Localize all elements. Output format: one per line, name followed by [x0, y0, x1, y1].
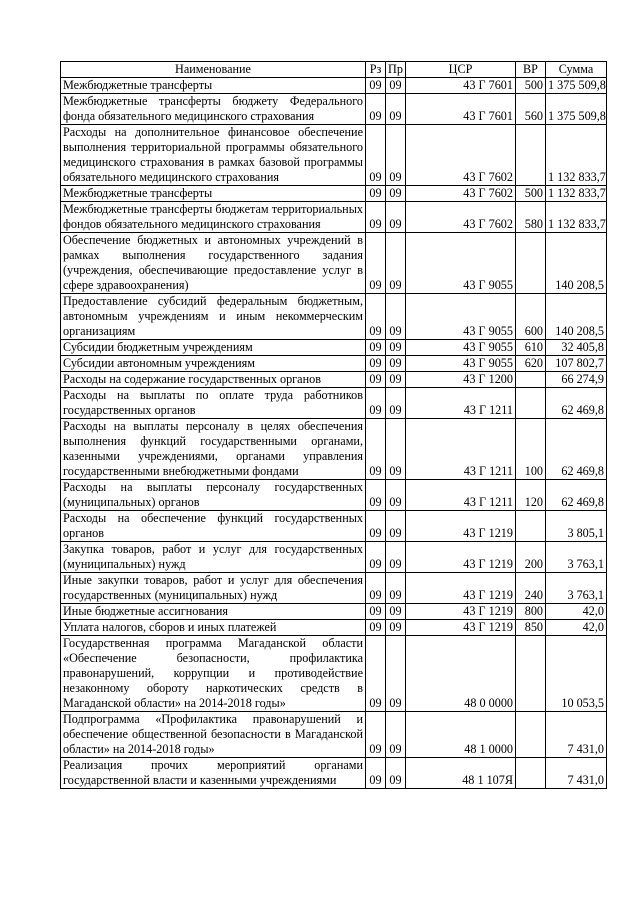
row-csr: 43 Г 9055 — [406, 233, 516, 294]
row-rz: 09 — [366, 340, 386, 356]
row-name: Расходы на содержание государственных органов — [61, 372, 366, 388]
row-pr: 09 — [386, 202, 406, 233]
row-vr: 610 — [516, 340, 546, 356]
row-pr: 09 — [386, 604, 406, 620]
table-row — [61, 356, 607, 372]
row-vr — [516, 758, 546, 789]
row-rz: 09 — [366, 712, 386, 758]
table-row — [61, 712, 607, 758]
row-vr — [516, 372, 546, 388]
row-name: Расходы на выплаты персоналу в целях обеспечения выполнения функций государственными органами, казенными учреждениями, органами управления государственными внебюджетными фондами — [61, 419, 366, 480]
table-row — [61, 186, 607, 202]
row-rz: 09 — [366, 94, 386, 125]
row-vr: 850 — [516, 620, 546, 636]
row-csr: 48 0 0000 — [406, 636, 516, 712]
row-vr — [516, 388, 546, 419]
table-row — [61, 94, 607, 125]
row-name: Субсидии автономным учреждениям — [61, 356, 366, 372]
row-vr: 240 — [516, 573, 546, 604]
row-csr: 43 Г 1219 — [406, 573, 516, 604]
table-row — [61, 294, 607, 340]
row-name: Предоставление субсидий федеральным бюджетным, автономным учреждениям и иным некоммерческим организациям — [61, 294, 366, 340]
row-sum: 7 431,0 — [546, 712, 607, 758]
row-csr: 48 1 0000 — [406, 712, 516, 758]
row-vr — [516, 125, 546, 186]
row-sum: 10 053,5 — [546, 636, 607, 712]
row-rz: 09 — [366, 202, 386, 233]
row-rz: 09 — [366, 758, 386, 789]
row-sum: 3 805,1 — [546, 511, 607, 542]
budget-table — [60, 61, 607, 789]
row-name: Межбюджетные трансферты — [61, 186, 366, 202]
row-sum: 7 431,0 — [546, 758, 607, 789]
row-rz: 09 — [366, 480, 386, 511]
row-csr: 43 Г 1211 — [406, 480, 516, 511]
row-csr: 43 Г 7602 — [406, 202, 516, 233]
row-sum: 42,0 — [546, 620, 607, 636]
row-name: Реализация прочих мероприятий органами государственной власти и казенными учреждениями — [61, 758, 366, 789]
row-csr: 43 Г 9055 — [406, 356, 516, 372]
row-pr: 09 — [386, 758, 406, 789]
row-csr: 43 Г 9055 — [406, 294, 516, 340]
row-vr: 560 — [516, 94, 546, 125]
row-sum: 140 208,5 — [546, 294, 607, 340]
row-vr — [516, 511, 546, 542]
row-sum: 62 469,8 — [546, 388, 607, 419]
row-name: Расходы на выплаты персоналу государственных (муниципальных) органов — [61, 480, 366, 511]
row-pr: 09 — [386, 480, 406, 511]
row-csr: 43 Г 1211 — [406, 388, 516, 419]
table-row — [61, 340, 607, 356]
table-row — [61, 372, 607, 388]
row-csr: 43 Г 1200 — [406, 372, 516, 388]
row-sum: 3 763,1 — [546, 542, 607, 573]
row-sum: 42,0 — [546, 604, 607, 620]
header-name: Наименование — [61, 62, 366, 78]
row-rz: 09 — [366, 78, 386, 94]
header-pr: Пр — [386, 62, 406, 78]
row-pr: 09 — [386, 636, 406, 712]
row-sum: 140 208,5 — [546, 233, 607, 294]
table-row — [61, 419, 607, 480]
row-csr: 43 Г 1219 — [406, 620, 516, 636]
table-row — [61, 620, 607, 636]
row-rz: 09 — [366, 604, 386, 620]
table-row — [61, 758, 607, 789]
row-pr: 09 — [386, 94, 406, 125]
row-vr: 620 — [516, 356, 546, 372]
row-pr: 09 — [386, 511, 406, 542]
row-csr: 43 Г 1211 — [406, 419, 516, 480]
row-name: Расходы на выплаты по оплате труда работников государственных органов — [61, 388, 366, 419]
table-row — [61, 78, 607, 94]
row-sum: 32 405,8 — [546, 340, 607, 356]
row-name: Межбюджетные трансферты — [61, 78, 366, 94]
row-name: Обеспечение бюджетных и автономных учреждений в рамках выполнения государственного задания (учреждения, обеспечивающие предоставление услуг в сфере здравоохранения) — [61, 233, 366, 294]
row-sum: 107 802,7 — [546, 356, 607, 372]
table-row — [61, 125, 607, 186]
row-sum: 1 375 509,8 — [546, 78, 607, 94]
row-sum: 1 132 833,7 — [546, 186, 607, 202]
table-row — [61, 202, 607, 233]
row-rz: 09 — [366, 125, 386, 186]
row-pr: 09 — [386, 372, 406, 388]
header-rz: Рз — [366, 62, 386, 78]
row-pr: 09 — [386, 388, 406, 419]
table-row — [61, 604, 607, 620]
table-row — [61, 388, 607, 419]
row-csr: 43 Г 1219 — [406, 604, 516, 620]
row-vr — [516, 636, 546, 712]
row-vr: 500 — [516, 186, 546, 202]
row-sum: 1 375 509,8 — [546, 94, 607, 125]
row-pr: 09 — [386, 125, 406, 186]
row-rz: 09 — [366, 620, 386, 636]
row-pr: 09 — [386, 542, 406, 573]
row-pr: 09 — [386, 620, 406, 636]
row-pr: 09 — [386, 233, 406, 294]
table-row — [61, 573, 607, 604]
row-pr: 09 — [386, 340, 406, 356]
row-name: Межбюджетные трансферты бюджету Федерального фонда обязательного медицинского страхования — [61, 94, 366, 125]
header-csr: ЦСР — [406, 62, 516, 78]
row-csr: 43 Г 7602 — [406, 186, 516, 202]
row-sum: 3 763,1 — [546, 573, 607, 604]
row-csr: 43 Г 7601 — [406, 78, 516, 94]
row-csr: 43 Г 1219 — [406, 511, 516, 542]
row-name: Иные закупки товаров, работ и услуг для обеспечения государственных (муниципальных) нужд — [61, 573, 366, 604]
row-vr: 580 — [516, 202, 546, 233]
row-pr: 09 — [386, 356, 406, 372]
row-pr: 09 — [386, 419, 406, 480]
table-row — [61, 511, 607, 542]
row-rz: 09 — [366, 186, 386, 202]
row-name: Уплата налогов, сборов и иных платежей — [61, 620, 366, 636]
row-rz: 09 — [366, 372, 386, 388]
header-sum: Сумма — [546, 62, 607, 78]
row-csr: 43 Г 1219 — [406, 542, 516, 573]
row-vr: 600 — [516, 294, 546, 340]
budget-page — [60, 61, 607, 789]
table-row — [61, 542, 607, 573]
table-row — [61, 480, 607, 511]
row-sum: 1 132 833,7 — [546, 202, 607, 233]
table-row — [61, 636, 607, 712]
row-rz: 09 — [366, 573, 386, 604]
row-pr: 09 — [386, 294, 406, 340]
row-rz: 09 — [366, 388, 386, 419]
row-rz: 09 — [366, 636, 386, 712]
row-vr: 100 — [516, 419, 546, 480]
row-pr: 09 — [386, 78, 406, 94]
row-csr: 43 Г 7602 — [406, 125, 516, 186]
row-rz: 09 — [366, 294, 386, 340]
row-pr: 09 — [386, 573, 406, 604]
row-name: Расходы на обеспечение функций государственных органов — [61, 511, 366, 542]
row-sum: 62 469,8 — [546, 419, 607, 480]
row-name: Межбюджетные трансферты бюджетам территориальных фондов обязательного медицинского страхования — [61, 202, 366, 233]
row-sum: 1 132 833,7 — [546, 125, 607, 186]
row-pr: 09 — [386, 186, 406, 202]
row-rz: 09 — [366, 419, 386, 480]
row-name: Субсидии бюджетным учреждениям — [61, 340, 366, 356]
row-rz: 09 — [366, 542, 386, 573]
row-name: Расходы на дополнительное финансовое обеспечение выполнения территориальной программы обязательного медицинского страхования в рамках базовой программы обязательного медицинского страхования — [61, 125, 366, 186]
row-name: Подпрограмма «Профилактика правонарушений и обеспечение общественной безопасности в Магаданской области» на 2014-2018 годы» — [61, 712, 366, 758]
row-vr: 120 — [516, 480, 546, 511]
row-name: Иные бюджетные ассигнования — [61, 604, 366, 620]
row-name: Закупка товаров, работ и услуг для государственных (муниципальных) нужд — [61, 542, 366, 573]
row-name: Государственная программа Магаданской области «Обеспечение безопасности, профилактика правонарушений, коррупции и противодействие незаконному обороту наркотических средств в Магаданской области» на 2014-2018 годы» — [61, 636, 366, 712]
header-vr: ВР — [516, 62, 546, 78]
row-pr: 09 — [386, 712, 406, 758]
row-rz: 09 — [366, 511, 386, 542]
table-row — [61, 233, 607, 294]
row-vr: 200 — [516, 542, 546, 573]
row-sum: 62 469,8 — [546, 480, 607, 511]
row-vr: 500 — [516, 78, 546, 94]
row-vr: 800 — [516, 604, 546, 620]
row-csr: 48 1 107Я — [406, 758, 516, 789]
row-vr — [516, 233, 546, 294]
row-csr: 43 Г 9055 — [406, 340, 516, 356]
row-sum: 66 274,9 — [546, 372, 607, 388]
row-rz: 09 — [366, 356, 386, 372]
row-vr — [516, 712, 546, 758]
row-rz: 09 — [366, 233, 386, 294]
row-csr: 43 Г 7601 — [406, 94, 516, 125]
table-header-row — [61, 62, 607, 78]
